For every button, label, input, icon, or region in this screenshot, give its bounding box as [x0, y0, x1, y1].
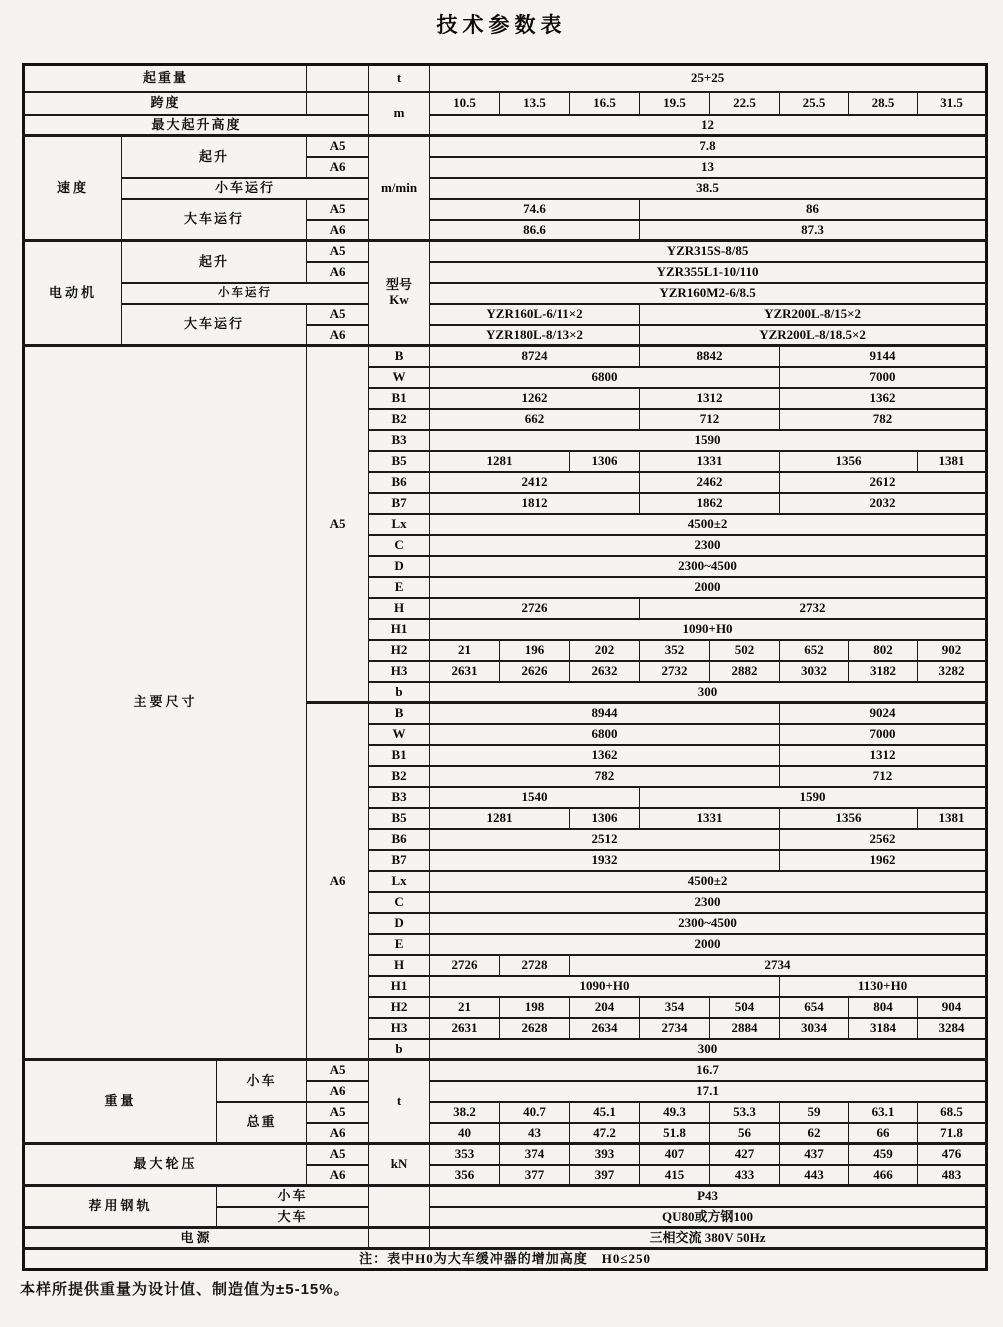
- dim-label: B: [369, 346, 430, 367]
- dim-value: 1812: [430, 493, 640, 514]
- wheel-load-label: 最大轮压: [24, 1144, 307, 1186]
- dim-value: 782: [780, 409, 987, 430]
- dim-label: B2: [369, 409, 430, 430]
- dim-value: 904: [918, 997, 987, 1018]
- dim-label: H: [369, 955, 430, 976]
- motor-unit: [369, 241, 430, 346]
- span-value: 10.5: [430, 92, 500, 115]
- wheel-load-a6-value: 415: [640, 1165, 710, 1186]
- dim-label: W: [369, 724, 430, 745]
- dim-value: 1262: [430, 388, 640, 409]
- motor-crane-a5-value: YZR200L-8/15×2: [640, 304, 987, 325]
- weight-total-a5-value: 45.1: [570, 1102, 640, 1123]
- weight-total-a5-tag: A5: [307, 1102, 369, 1123]
- weight-total-a5-value: 53.3: [710, 1102, 780, 1123]
- weight-total-a5-value: 38.2: [430, 1102, 500, 1123]
- dim-value: 2032: [780, 493, 987, 514]
- dim-value: 352: [640, 640, 710, 661]
- dim-value: 782: [430, 766, 780, 787]
- motor-crane-a5-tag: A5: [307, 304, 369, 325]
- capacity-unit: t: [369, 65, 430, 92]
- speed-crane-a6-tag: A6: [307, 220, 369, 241]
- dim-value: 2884: [710, 1018, 780, 1039]
- dim-value: 1331: [640, 451, 780, 472]
- dim-value: 2300: [430, 892, 987, 913]
- rail-trolley-value: P43: [430, 1186, 987, 1207]
- weight-trolley-a6-tag: A6: [307, 1081, 369, 1102]
- dim-value: 1356: [780, 808, 918, 829]
- motor-crane-a6-value: YZR180L-8/13×2: [430, 325, 640, 346]
- dim-value: 662: [430, 409, 640, 430]
- speed-hoist-a6-value: 13: [430, 157, 987, 178]
- dim-value: 198: [500, 997, 570, 1018]
- dim-value: 902: [918, 640, 987, 661]
- dim-value: 2732: [640, 598, 987, 619]
- dim-value: 1381: [918, 451, 987, 472]
- dim-value: 1130+H0: [780, 976, 987, 997]
- max-height-label: 最大起升高度: [24, 115, 369, 136]
- weight-total-a6-value: 40: [430, 1123, 500, 1144]
- motor-hoist-a6-value: YZR355L1-10/110: [430, 262, 987, 283]
- speed-hoist-label: 起升: [122, 136, 307, 178]
- span-value: 16.5: [570, 92, 640, 115]
- dim-value: 4500±2: [430, 871, 987, 892]
- dim-value: 1281: [430, 808, 570, 829]
- motor-crane-a6-value: YZR200L-8/18.5×2: [640, 325, 987, 346]
- dim-value: 2726: [430, 955, 500, 976]
- wheel-load-a5-value: 427: [710, 1144, 780, 1165]
- dim-label: B1: [369, 745, 430, 766]
- dim-label: C: [369, 892, 430, 913]
- dim-label: H2: [369, 640, 430, 661]
- dim-label: B1: [369, 388, 430, 409]
- dims-a6-tag: A6: [307, 703, 369, 1060]
- wheel-load-a5-tag: A5: [307, 1144, 369, 1165]
- weight-total-a6-value: 43: [500, 1123, 570, 1144]
- dim-value: 2462: [640, 472, 780, 493]
- dim-label: B5: [369, 808, 430, 829]
- dim-value: 2631: [430, 661, 500, 682]
- span-value: 28.5: [849, 92, 918, 115]
- dim-label: D: [369, 556, 430, 577]
- speed-unit: m/min: [369, 136, 430, 241]
- span-value: 22.5: [710, 92, 780, 115]
- dim-value: 1362: [780, 388, 987, 409]
- motor-crane-label: 大车运行: [122, 304, 307, 346]
- dim-value: 1356: [780, 451, 918, 472]
- dim-label: H: [369, 598, 430, 619]
- dim-label: E: [369, 934, 430, 955]
- dim-value: 2300: [430, 535, 987, 556]
- speed-hoist-a6-tag: A6: [307, 157, 369, 178]
- weight-unit: t: [369, 1060, 430, 1144]
- motor-unit-line1: 型号: [386, 277, 413, 293]
- dim-value: 3284: [918, 1018, 987, 1039]
- weight-total-label: 总重: [217, 1102, 307, 1144]
- dim-value: 502: [710, 640, 780, 661]
- weight-trolley-a5-value: 16.7: [430, 1060, 987, 1081]
- dim-label: Lx: [369, 871, 430, 892]
- page-title: 技术参数表: [436, 13, 567, 37]
- footnote: 本样所提供重量为设计值、制造值为±5-15%。: [20, 1281, 350, 1298]
- dim-label: B5: [369, 451, 430, 472]
- dim-value: 196: [500, 640, 570, 661]
- dim-value: 654: [780, 997, 849, 1018]
- power-label: 电源: [24, 1228, 369, 1249]
- power-blank: [369, 1228, 430, 1249]
- dim-label: Lx: [369, 514, 430, 535]
- motor-trolley-label: 小车运行: [122, 283, 369, 304]
- dim-value: 504: [710, 997, 780, 1018]
- dim-value: 2300~4500: [430, 913, 987, 934]
- speed-crane-a6-value: 87.3: [640, 220, 987, 241]
- wheel-load-a5-value: 407: [640, 1144, 710, 1165]
- rail-crane-value: QU80或方钢100: [430, 1207, 987, 1228]
- rail-crane-label: 大车: [217, 1207, 369, 1228]
- spec-table: [22, 63, 988, 1271]
- wheel-load-a6-tag: A6: [307, 1165, 369, 1186]
- dim-label: B6: [369, 472, 430, 493]
- speed-crane-a5-value: 86: [640, 199, 987, 220]
- speed-hoist-a5-tag: A5: [307, 136, 369, 157]
- speed-crane-a6-value: 86.6: [430, 220, 640, 241]
- dim-value: 802: [849, 640, 918, 661]
- weight-trolley-a5-tag: A5: [307, 1060, 369, 1081]
- weight-total-a5-value: 68.5: [918, 1102, 987, 1123]
- speed-trolley-value: 38.5: [430, 178, 987, 199]
- speed-hoist-a5-value: 7.8: [430, 136, 987, 157]
- dim-value: 712: [640, 409, 780, 430]
- wheel-load-a5-value: 476: [918, 1144, 987, 1165]
- dim-value: 712: [780, 766, 987, 787]
- dim-value: 1381: [918, 808, 987, 829]
- dim-value: 4500±2: [430, 514, 987, 535]
- dim-value: 1590: [640, 787, 987, 808]
- motor-hoist-a6-tag: A6: [307, 262, 369, 283]
- dim-value: 2631: [430, 1018, 500, 1039]
- dim-label: b: [369, 682, 430, 703]
- dim-value: 1090+H0: [430, 976, 780, 997]
- dim-label: H1: [369, 619, 430, 640]
- speed-crane-a5-value: 74.6: [430, 199, 640, 220]
- dim-value: 1932: [430, 850, 780, 871]
- dim-value: 1362: [430, 745, 780, 766]
- rail-blank: [369, 1186, 430, 1228]
- dim-label: B3: [369, 430, 430, 451]
- dim-value: 9144: [780, 346, 987, 367]
- dim-value: 2734: [640, 1018, 710, 1039]
- dims-a5-tag: A5: [307, 346, 369, 703]
- dim-value: 2626: [500, 661, 570, 682]
- speed-section-label: 速度: [24, 136, 122, 241]
- weight-total-a6-value: 51.8: [640, 1123, 710, 1144]
- dim-value: 2632: [570, 661, 640, 682]
- wheel-load-a5-value: 374: [500, 1144, 570, 1165]
- dim-value: 204: [570, 997, 640, 1018]
- wheel-load-a6-value: 433: [710, 1165, 780, 1186]
- wheel-load-a5-value: 437: [780, 1144, 849, 1165]
- dim-value: 3282: [918, 661, 987, 682]
- dim-value: 7000: [780, 367, 987, 388]
- dim-value: 2726: [430, 598, 640, 619]
- dim-label: H2: [369, 997, 430, 1018]
- dim-value: 2882: [710, 661, 780, 682]
- wheel-load-a6-value: 377: [500, 1165, 570, 1186]
- weight-section-label: 重量: [24, 1060, 217, 1144]
- dim-label: E: [369, 577, 430, 598]
- dim-value: 7000: [780, 724, 987, 745]
- dim-value: 2634: [570, 1018, 640, 1039]
- motor-trolley-value: YZR160M2-6/8.5: [430, 283, 987, 304]
- dim-value: 202: [570, 640, 640, 661]
- weight-total-a6-value: 66: [849, 1123, 918, 1144]
- dim-value: 2732: [640, 661, 710, 682]
- dim-value: 2728: [500, 955, 570, 976]
- power-value: 三相交流 380V 50Hz: [430, 1228, 987, 1249]
- dim-value: 2000: [430, 934, 987, 955]
- dim-label: B2: [369, 766, 430, 787]
- weight-total-a5-value: 40.7: [500, 1102, 570, 1123]
- weight-trolley-label: 小车: [217, 1060, 307, 1102]
- rail-section-label: 荐用钢轨: [24, 1186, 217, 1228]
- dim-value: 3182: [849, 661, 918, 682]
- dim-value: 1312: [640, 388, 780, 409]
- dim-value: 3184: [849, 1018, 918, 1039]
- dim-value: 3034: [780, 1018, 849, 1039]
- dim-label: H1: [369, 976, 430, 997]
- max-height-value: 12: [430, 115, 987, 136]
- weight-total-a5-value: 59: [780, 1102, 849, 1123]
- dim-label: B: [369, 703, 430, 724]
- dim-value: 652: [780, 640, 849, 661]
- dim-value: 2734: [570, 955, 987, 976]
- span-value: 19.5: [640, 92, 710, 115]
- dim-value: 3032: [780, 661, 849, 682]
- dim-value: 354: [640, 997, 710, 1018]
- dim-value: 8944: [430, 703, 780, 724]
- dim-label: C: [369, 535, 430, 556]
- rail-trolley-label: 小车: [217, 1186, 369, 1207]
- capacity-value: 25+25: [430, 65, 987, 92]
- dim-value: 1862: [640, 493, 780, 514]
- dim-value: 6800: [430, 367, 780, 388]
- capacity-label: 起重量: [24, 65, 307, 92]
- wheel-load-unit: kN: [369, 1144, 430, 1186]
- dim-value: 1540: [430, 787, 640, 808]
- dim-value: 9024: [780, 703, 987, 724]
- wheel-load-a6-value: 397: [570, 1165, 640, 1186]
- dim-value: 6800: [430, 724, 780, 745]
- span-blank: [307, 92, 369, 115]
- dim-value: 2562: [780, 829, 987, 850]
- dim-value: 1590: [430, 430, 987, 451]
- motor-hoist-label: 起升: [122, 241, 307, 283]
- dim-value: 21: [430, 640, 500, 661]
- table-note: 注：表中H0为大车缓冲器的增加高度 H0≤250: [24, 1249, 987, 1270]
- wheel-load-a6-value: 443: [780, 1165, 849, 1186]
- motor-hoist-a5-value: YZR315S-8/85: [430, 241, 987, 262]
- dim-label: B7: [369, 493, 430, 514]
- dims-section-label: 主要尺寸: [24, 346, 307, 1060]
- dim-value: 2300~4500: [430, 556, 987, 577]
- dim-value: 21: [430, 997, 500, 1018]
- motor-unit-line2: Kw: [389, 292, 409, 307]
- motor-section-label: 电动机: [24, 241, 122, 346]
- wheel-load-a6-value: 466: [849, 1165, 918, 1186]
- dim-value: 1090+H0: [430, 619, 987, 640]
- speed-crane-a5-tag: A5: [307, 199, 369, 220]
- weight-total-a5-value: 63.1: [849, 1102, 918, 1123]
- dim-value: 2412: [430, 472, 640, 493]
- capacity-blank: [307, 65, 369, 92]
- wheel-load-a5-value: 459: [849, 1144, 918, 1165]
- wheel-load-a6-value: 356: [430, 1165, 500, 1186]
- weight-total-a6-value: 47.2: [570, 1123, 640, 1144]
- dim-label: B6: [369, 829, 430, 850]
- wheel-load-a6-value: 483: [918, 1165, 987, 1186]
- weight-total-a6-value: 62: [780, 1123, 849, 1144]
- dim-value: 1306: [570, 808, 640, 829]
- dim-value: 300: [430, 682, 987, 703]
- wheel-load-a5-value: 353: [430, 1144, 500, 1165]
- span-label: 跨度: [24, 92, 307, 115]
- dim-value: 1312: [780, 745, 987, 766]
- dim-value: 2512: [430, 829, 780, 850]
- dim-value: 300: [430, 1039, 987, 1060]
- dim-value: 1306: [570, 451, 640, 472]
- dim-value: 804: [849, 997, 918, 1018]
- dim-value: 2000: [430, 577, 987, 598]
- span-value: 31.5: [918, 92, 987, 115]
- span-value: 13.5: [500, 92, 570, 115]
- dim-label: W: [369, 367, 430, 388]
- dim-label: b: [369, 1039, 430, 1060]
- dim-label: H3: [369, 1018, 430, 1039]
- speed-trolley-label: 小车运行: [122, 178, 369, 199]
- dim-label: B7: [369, 850, 430, 871]
- motor-crane-a6-tag: A6: [307, 325, 369, 346]
- span-unit: m: [369, 92, 430, 136]
- motor-hoist-a5-tag: A5: [307, 241, 369, 262]
- dim-value: 8724: [430, 346, 640, 367]
- weight-total-a6-value: 56: [710, 1123, 780, 1144]
- weight-trolley-a6-value: 17.1: [430, 1081, 987, 1102]
- dim-label: H3: [369, 661, 430, 682]
- dim-value: 2628: [500, 1018, 570, 1039]
- weight-total-a6-value: 71.8: [918, 1123, 987, 1144]
- weight-total-a6-tag: A6: [307, 1123, 369, 1144]
- dim-value: 1962: [780, 850, 987, 871]
- weight-total-a5-value: 49.3: [640, 1102, 710, 1123]
- speed-crane-label: 大车运行: [122, 199, 307, 241]
- dim-label: D: [369, 913, 430, 934]
- dim-value: 1281: [430, 451, 570, 472]
- dim-value: 1331: [640, 808, 780, 829]
- dim-value: 8842: [640, 346, 780, 367]
- wheel-load-a5-value: 393: [570, 1144, 640, 1165]
- dim-value: 2612: [780, 472, 987, 493]
- span-value: 25.5: [780, 92, 849, 115]
- motor-crane-a5-value: YZR160L-6/11×2: [430, 304, 640, 325]
- dim-label: B3: [369, 787, 430, 808]
